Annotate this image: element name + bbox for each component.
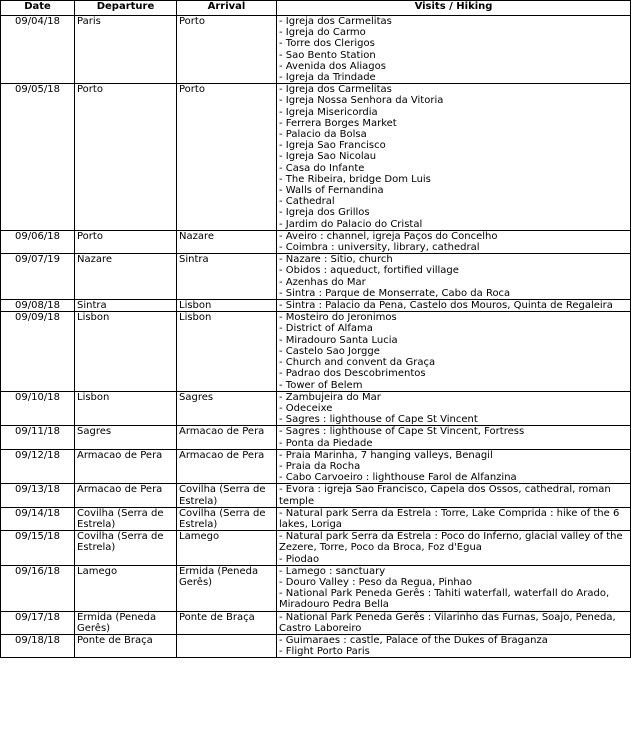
table-row <box>1 507 631 530</box>
visit-item: - Cabo Carvoeiro : lighthouse Farol de Alfanzina <box>279 472 517 484</box>
visit-item: - Igreja Misericordia <box>279 106 378 118</box>
row-visits <box>277 312 631 391</box>
visit-item: - Sao Bento Station <box>279 49 376 61</box>
visit-item: - Castelo Sao Jorgge <box>279 345 380 357</box>
row-departure: Nazare <box>75 254 177 300</box>
visit-item: - Odeceixe <box>279 402 333 414</box>
row-date: 09/06/18 <box>1 230 75 253</box>
row-departure: Sagres <box>75 426 177 449</box>
visit-item: - National Park Peneda Gerês : Vilarinho das Furnas, Soajo, Peneda, Castro Laboreiro <box>279 611 616 634</box>
visit-item: - Natural park Serra da Estrela : Torre, Lake Comprida : hike of the 6 lakes, Loriga <box>279 507 620 530</box>
row-departure: Porto <box>75 230 177 253</box>
row-date: 09/16/18 <box>1 565 75 611</box>
visit-item: - Douro Valley : Peso da Regua, Pinhao <box>279 576 472 588</box>
row-date: 09/12/18 <box>1 449 75 484</box>
row-visits <box>277 300 631 312</box>
visit-item: - Church and convent da Graça <box>279 357 436 369</box>
visit-item: - Nazare : Sitio, church <box>279 254 393 266</box>
table-row <box>1 449 631 484</box>
visit-item: - Piodao <box>279 553 320 565</box>
row-date: 09/14/18 <box>1 507 75 530</box>
table-row <box>1 312 631 391</box>
visit-item: - Padrao dos Descobrimentos <box>279 368 426 380</box>
visit-item: - Igreja dos Grillos <box>279 207 370 219</box>
table-body <box>1 16 631 658</box>
table-row <box>1 84 631 231</box>
table-row <box>1 300 631 312</box>
visit-item: - Igreja Sao Francisco <box>279 140 386 152</box>
row-date: 09/13/18 <box>1 484 75 507</box>
visit-item: - Igreja do Carmo <box>279 27 366 39</box>
visit-item: - Igreja dos Carmelitas <box>279 84 392 96</box>
row-departure: Lisbon <box>75 391 177 426</box>
row-visits <box>277 426 631 449</box>
header-date: Date <box>1 1 75 16</box>
row-arrival: Lisbon <box>177 300 277 312</box>
visit-item: - Obidos : aqueduct, fortified village <box>279 265 459 277</box>
visit-item: - Palacio da Bolsa <box>279 129 367 141</box>
visit-item: - Lamego : sanctuary <box>279 565 386 577</box>
row-date: 09/11/18 <box>1 426 75 449</box>
row-arrival: Lisbon <box>177 312 277 391</box>
row-visits <box>277 254 631 300</box>
row-departure: Paris <box>75 16 177 84</box>
row-departure: Lisbon <box>75 312 177 391</box>
table-row <box>1 484 631 507</box>
row-arrival: Lamego <box>177 531 277 566</box>
visit-item: - National Park Peneda Gerês : Tahiti waterfall, waterfall do Arado, Miradouro Pedra Bella <box>279 588 610 611</box>
table-row <box>1 391 631 426</box>
visit-item: - Praia Marinha, 7 hanging valleys, Benagil <box>279 449 493 461</box>
visit-item: - Igreja Nossa Senhora da Vitoria <box>279 95 444 107</box>
row-visits <box>277 16 631 84</box>
row-visits <box>277 531 631 566</box>
visit-item: - Sintra : Palacio da Pena, Castelo dos Mouros, Quinta de Regaleira <box>279 300 613 312</box>
row-arrival: Ponte de Braça <box>177 611 277 634</box>
visit-item: - Igreja dos Carmelitas <box>279 16 392 27</box>
row-visits <box>277 391 631 426</box>
visit-item: - Praia da Rocha <box>279 460 361 472</box>
row-visits <box>277 484 631 507</box>
visit-item: - Natural park Serra da Estrela : Poco do Inferno, glacial valley of the Zezere, Torre, Poco da Broca, Foz d'Egua <box>279 531 623 554</box>
row-arrival: Porto <box>177 16 277 84</box>
row-visits <box>277 84 631 231</box>
visit-item: - Aveiro : channel, igreja Paços do Concelho <box>279 230 498 242</box>
table-row <box>1 16 631 84</box>
header-row <box>1 1 631 16</box>
table-header <box>1 1 631 16</box>
row-arrival: Sintra <box>177 254 277 300</box>
visit-item: - Casa do Infante <box>279 162 365 174</box>
row-date: 09/15/18 <box>1 531 75 566</box>
visit-item: - District of Alfama <box>279 323 373 335</box>
table-row <box>1 254 631 300</box>
header-departure: Departure <box>75 1 177 16</box>
row-departure: Porto <box>75 84 177 231</box>
visit-item: - Coimbra : university, library, cathedral <box>279 242 480 254</box>
row-departure: Covilha (Serra de Estrela) <box>75 531 177 566</box>
row-arrival: Armacao de Pera <box>177 426 277 449</box>
row-visits <box>277 230 631 253</box>
table-row <box>1 230 631 253</box>
row-departure: Sintra <box>75 300 177 312</box>
visit-item: - Walls of Fernandina <box>279 185 384 197</box>
row-arrival: Covilha (Serra de Estrela) <box>177 507 277 530</box>
row-date: 09/07/19 <box>1 254 75 300</box>
table-row <box>1 531 631 566</box>
visit-item: - Azenhas do Mar <box>279 276 366 288</box>
visit-item: - Cathedral <box>279 196 335 208</box>
row-visits <box>277 449 631 484</box>
row-visits <box>277 565 631 611</box>
visit-item: - Igreja da Trindade <box>279 72 376 84</box>
row-departure: Covilha (Serra de Estrela) <box>75 507 177 530</box>
row-departure: Lamego <box>75 565 177 611</box>
row-date: 09/05/18 <box>1 84 75 231</box>
visit-item: - Mosteiro do Jeronimos <box>279 312 397 324</box>
visit-item: - Guimaraes : castle, Palace of the Dukes of Braganza <box>279 634 548 646</box>
row-arrival: Sagres <box>177 391 277 426</box>
visit-item: - Flight Porto Paris <box>279 646 370 658</box>
visit-item: - Ponta da Piedade <box>279 437 373 449</box>
row-arrival: Porto <box>177 84 277 231</box>
visit-item: - Avenida dos Aliagos <box>279 60 386 72</box>
visit-item: - Sagres : lighthouse of Cape St Vincent, Fortress <box>279 426 525 438</box>
row-departure: Ermida (Peneda Gerês) <box>75 611 177 634</box>
header-visits: Visits / Hiking <box>277 1 631 16</box>
row-arrival <box>177 634 277 657</box>
table-row <box>1 634 631 657</box>
row-arrival: Armacao de Pera <box>177 449 277 484</box>
visit-item: - Jardim do Palacio do Cristal <box>279 218 423 230</box>
visit-item: - The Ribeira, bridge Dom Luis <box>279 173 431 185</box>
visit-item: - Ferrera Borges Market <box>279 117 397 129</box>
visit-item: - Evora : igreja Sao Francisco, Capela dos Ossos, cathedral, roman temple <box>279 484 611 507</box>
row-arrival: Ermida (Peneda Gerês) <box>177 565 277 611</box>
visit-item: - Torre dos Clerigos <box>279 38 375 50</box>
table-row <box>1 426 631 449</box>
row-arrival: Nazare <box>177 230 277 253</box>
row-departure: Armacao de Pera <box>75 484 177 507</box>
visit-item: - Sagres : lighthouse of Cape St Vincent <box>279 414 478 426</box>
visit-item: - Igreja Sao Nicolau <box>279 151 377 163</box>
row-date: 09/17/18 <box>1 611 75 634</box>
row-date: 09/18/18 <box>1 634 75 657</box>
row-date: 09/10/18 <box>1 391 75 426</box>
row-date: 09/04/18 <box>1 16 75 84</box>
table-row <box>1 611 631 634</box>
visit-item: - Sintra : Parque de Monserrate, Cabo da Roca <box>279 287 511 299</box>
visit-item: - Tower of Belem <box>279 379 363 391</box>
visit-item: - Zambujeira do Mar <box>279 391 381 403</box>
row-departure: Armacao de Pera <box>75 449 177 484</box>
header-arrival: Arrival <box>177 1 277 16</box>
table-row <box>1 565 631 611</box>
row-date: 09/08/18 <box>1 300 75 312</box>
row-departure: Ponte de Braça <box>75 634 177 657</box>
row-visits <box>277 507 631 530</box>
row-visits <box>277 634 631 657</box>
row-date: 09/09/18 <box>1 312 75 391</box>
row-visits <box>277 611 631 634</box>
row-arrival: Covilha (Serra de Estrela) <box>177 484 277 507</box>
visit-item: - Miradouro Santa Lucia <box>279 334 398 346</box>
